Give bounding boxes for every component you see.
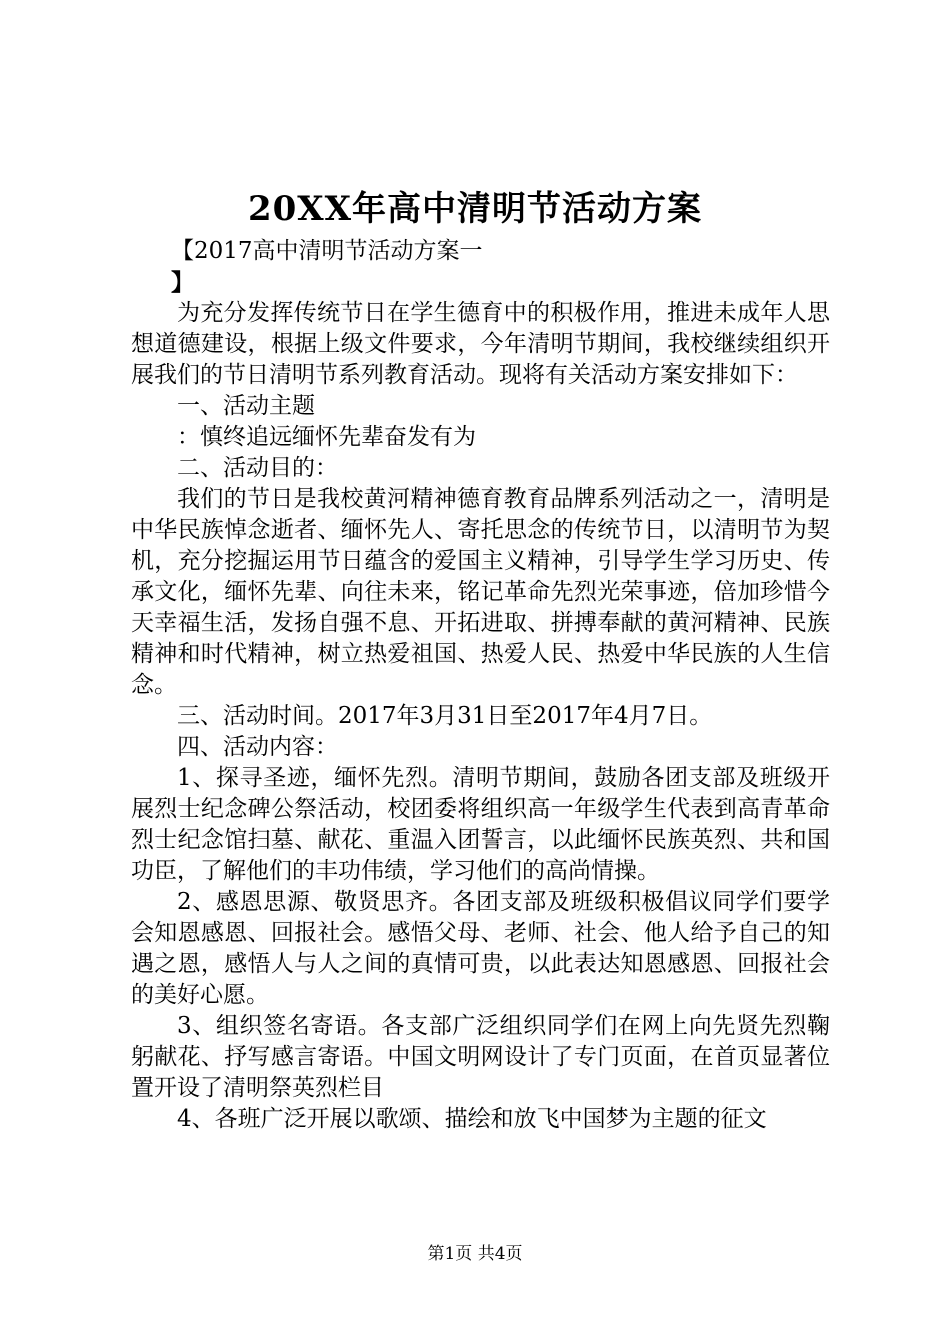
content-item-1: 1、探寻圣迹，缅怀先烈。清明节期间，鼓励各团支部及班级开展烈士纪念碑公祭活动，校团委将组织高一年级学生代表到高青革命烈士纪念馆扫墓、献花、重温入团誓言，以此缅怀民族英烈、共和国功臣，了解他们的丰功伟绩，学习他们的高尚情操。 [131,765,830,884]
document-body [131,236,830,1135]
purpose-paragraph: 我们的节日是我校黄河精神德育教育品牌系列活动之一，清明是中华民族悼念逝者、缅怀先人、寄托思念的传统节日，以清明节为契机，充分挖掘运用节日蕴含的爱国主义精神，引导学生学习历史、传承文化，缅怀先辈、向往未来，铭记革命先烈光荣事迹，倍加珍惜今天幸福生活，发扬自强不息、开拓进取、拼搏奉献的黄河精神、民族精神和时代精神，树立热爱祖国、热爱人民、热爱中华民族的人生信念。 [131,486,830,698]
section-heading: 【2017高中清明节活动方案一 [171,238,483,264]
activity-time: 三、活动时间。2017年3月31日至2017年4月7日。 [177,703,713,729]
document-title: 20XX年高中清明节活动方案 [247,189,703,229]
heading-theme: 一、活动主题 [177,393,315,419]
content-item-2: 2、感恩思源、敬贤思齐。各团支部及班级积极倡议同学们要学会知恩感恩、回报社会。感悟父母、老师、社会、他人给予自己的知遇之恩，感悟人与人之间的真情可贵，以此表达知恩感恩、回报社会的美好心愿。 [131,889,830,1008]
heading-purpose: 二、活动目的： [177,455,338,481]
content-item-3: 3、组织签名寄语。各支部广泛组织同学们在网上向先贤先烈鞠躬献花、抒写感言寄语。中国文明网设计了专门页面，在首页显著位置开设了清明祭英烈栏目 [131,1013,830,1101]
intro-paragraph: 为充分发挥传统节日在学生德育中的积极作用，推进未成年人思想道德建设，根据上级文件要求，今年清明节期间，我校继续组织开展我们的节日清明节系列教育活动。现将有关活动方案安排如下： [131,300,830,388]
theme-text: ：慎终追远缅怀先辈奋发有为 [177,424,476,450]
section-heading-bracket: 】 [171,269,194,296]
content-item-4: 4、各班广泛开展以歌颂、描绘和放飞中国梦为主题的征文 [177,1106,767,1132]
heading-content: 四、活动内容： [177,734,338,760]
page-number: 第1页 共4页 [427,1244,523,1264]
